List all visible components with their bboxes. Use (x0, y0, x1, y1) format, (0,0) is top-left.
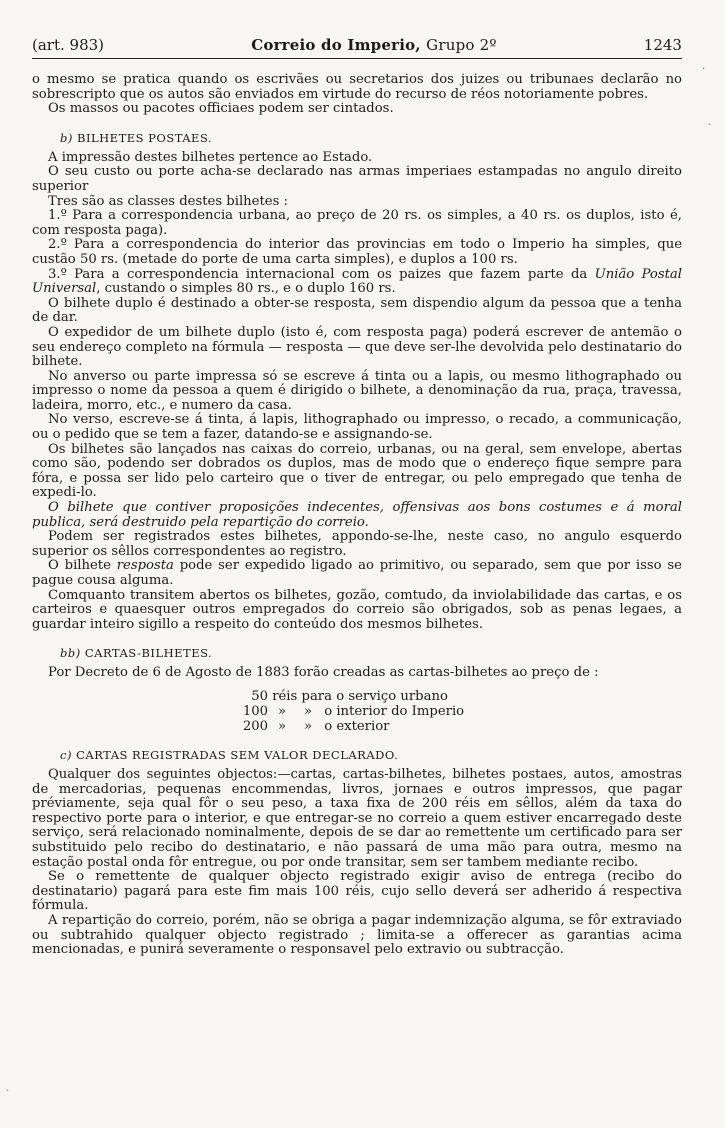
paragraph: Podem ser registrados estes bilhetes, appondo-se-lhe, neste caso, no angulo esquerdo superior os sêllos correspondentes ao registro. (32, 529, 682, 559)
section-title: CARTAS-BILHETES. (84, 646, 213, 661)
article-reference: (art. 983) (32, 36, 105, 54)
section-title: CARTAS REGISTRADAS SEM VALOR DECLARADO. (76, 747, 399, 762)
price-row (228, 719, 682, 734)
section-title: BILHETES POSTAES. (77, 130, 213, 145)
paragraph: No verso, escreve-se á tinta, á lapis, lithographado ou impresso, o recado, a communicação, ou o pedido que se tem a fazer, datando-se e assignando-se. (32, 412, 682, 443)
price-row (228, 704, 682, 719)
paragraph (32, 268, 682, 297)
section-heading-cartas-bilhetes (60, 646, 682, 660)
paragraph (32, 559, 682, 588)
price-connector: para (301, 688, 332, 704)
paragraph: Se o remettente de qualquer objecto registrado exigir aviso de entrega (recibo do destinatario) pagará para este fim mais 100 réis, cujo sello deverá ser adherido á respectiva fórmula. (32, 869, 682, 914)
page-number: 1243 (643, 36, 682, 54)
price-list (228, 689, 682, 734)
paragraph: O bilhete duplo é destinado a obter-se resposta, sem dispendio algum da pessoa que a tenha de dar. (32, 295, 682, 326)
paragraph: A impressão destes bilhetes pertence ao Estado. (48, 149, 373, 165)
paragraph: 2.º Para a correspondencia do interior das provincias em todo o Imperio ha simples, que custão 50 rs. (metade do porte de uma carta simples), e duplos a 100 rs. (32, 237, 682, 267)
price-connector: » (303, 703, 313, 719)
price-row (228, 689, 682, 704)
header-rule (32, 58, 682, 59)
price-amount: 50 (251, 688, 268, 704)
price-destination: o interior do Imperio (324, 703, 465, 719)
intro-paragraph: Os massos ou pacotes officiaes podem ser cintados. (48, 101, 394, 117)
document-page (32, 36, 682, 958)
paragraph: No anverso ou parte impressa só se escreve á tinta ou a lapis, ou mesmo lithographado ou impresso o nome da pessoa a quem é dirigido o bilhete, a denominação da rua, praça, travessa, ladeira, morro, etc., e numero da casa. (32, 368, 682, 413)
price-unit: réis (272, 688, 298, 704)
intro-paragraph: o mesmo se pratica quando os escrivães ou secretarios dos juizes ou tribunaes declarão no sobrescripto que os autos são enviados em virtude do recurso de réos notoriamente pobres. (32, 72, 682, 102)
item3-text-c: , custando o simples 80 rs., e o duplo 160 rs. (96, 281, 396, 297)
running-title (251, 36, 496, 54)
running-title-text: Correio do Imperio, (251, 36, 421, 54)
resposta-text-c: pode ser expedido ligado ao primitivo, ou separado, sem que por isso se pague cousa alguma. (32, 558, 682, 588)
paragraph: Qualquer dos seguintes objectos:—cartas, cartas-bilhetes, bilhetes postaes, autos, amostras de mercadorias, pequenas encommendas, livros, jornaes e outros impressos, que pagar préviamente, seja qual fôr o seu peso, a taxa fixa de 200 réis em sêllos, além da taxa do respectivo porte para o interior, e que entregar-se no correio a quem estiver encarregado deste serviço, será relacionado nominalmente, depois de se dar ao remettente um certificado para ser substituido pelo recibo do destinatario, e não passará de uma mão para outra, mesmo na estação postal onda fôr entregue, ou por onde transitar, sem ser tambem mediante recibo. (32, 766, 682, 870)
section-label: b) (60, 130, 73, 145)
paragraph: O seu custo ou porte acha-se declarado nas armas imperiaes estampadas no angulo direito superior (32, 164, 682, 194)
item3-text-a: 3.º Para a correspondencia internacional com os paizes que fazem parte da (48, 266, 595, 282)
price-amount: 200 (242, 718, 268, 734)
price-amount: 100 (242, 703, 268, 719)
price-unit: » (277, 703, 287, 719)
resposta-text-a: O bilhete (48, 558, 117, 574)
paragraph: Os bilhetes são lançados nas caixas do correio, urbanas, ou na geral, sem envelope, abertas como são, podendo ser dobrados os duplos, mas de modo que o endereço fique sempre para fóra, e possa ser lido pelo carteiro que o tiver de entregar, ou pelo empregado que tenha de expedi-lo. (32, 441, 682, 501)
price-destination: o exterior (324, 718, 390, 734)
italic-paragraph (32, 501, 682, 530)
paragraph: 1.º Para a correspondencia urbana, ao preço de 20 rs. os simples, a 40 rs. os duplos, isto é, com resposta paga). (32, 208, 682, 238)
price-unit: » (277, 718, 287, 734)
italic-text: O bilhete que contiver proposições indecentes, offensivas aos bons costumes e á moral publica, será destruido pela repartição do correio. (32, 500, 682, 530)
paragraph: Comquanto transitem abertos os bilhetes, gozão, comtudo, da inviolabilidade das cartas, e os carteiros e quaesquer outros empregados do correio são obrigados, sob as penas legaes, a guardar inteiro sigillo a respeito do conteúdo dos mesmos bilhetes. (32, 587, 682, 632)
margin-speck: · (6, 1086, 10, 1097)
margin-speck: · (702, 64, 706, 75)
page-header (32, 36, 682, 56)
paragraph: Por Decreto de 6 de Agosto de 1883 forão creadas as cartas-bilhetes ao preço de : (48, 665, 599, 681)
section-heading-cartas-registradas (60, 748, 682, 762)
margin-speck: · (708, 120, 712, 131)
item3-text-b: União Postal Universal (32, 266, 682, 297)
running-title-group: Grupo 2º (426, 36, 497, 54)
price-destination: o serviço urbano (336, 688, 448, 704)
paragraph: A repartição do correio, porém, não se obriga a pagar indemnização alguma, se fôr extraviado ou subtrahido qualquer objecto registrado ; limita-se a offerecer as garantias acima mencionadas, e punirá severamente o responsavel pelo extravio ou subtracção. (32, 912, 682, 958)
price-connector: » (303, 718, 313, 734)
paragraph: O expedidor de um bilhete duplo (isto é, com resposta paga) poderá escrever de antemão o seu endereço completo na fórmula — resposta — que deve ser-lhe devolvida pelo destinatario do bilhete. (32, 324, 682, 370)
paragraph: Tres são as classes destes bilhetes : (48, 193, 288, 209)
resposta-text-b: resposta (116, 558, 174, 574)
section-label: c) (60, 747, 72, 762)
section-heading-bilhetes-postaes (60, 131, 682, 145)
section-label: bb) (60, 646, 81, 661)
